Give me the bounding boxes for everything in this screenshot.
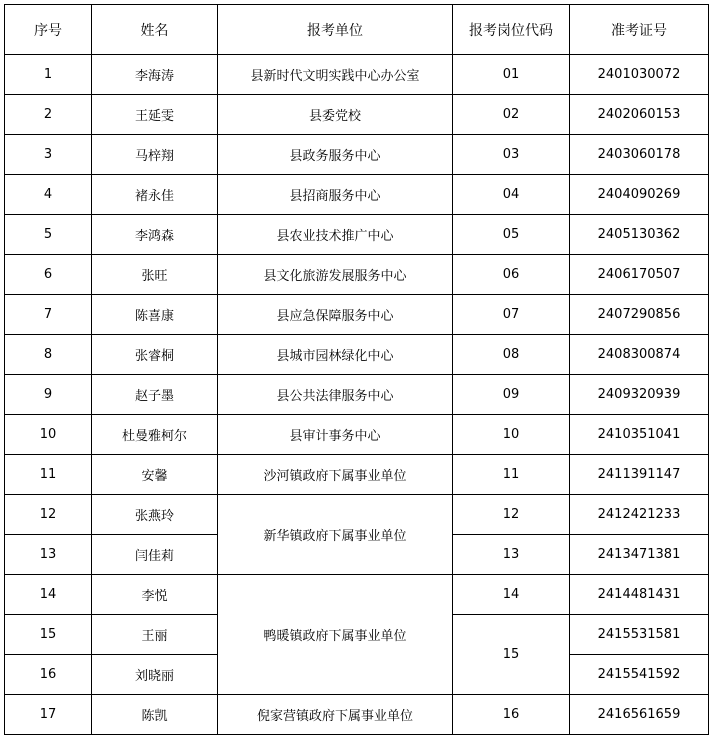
cell-ticket-number: 2401030072 [570, 55, 709, 95]
cell-seq: 9 [5, 375, 92, 415]
cell-ticket-number: 2414481431 [570, 575, 709, 615]
cell-ticket-number: 2403060178 [570, 135, 709, 175]
header-position-code: 报考岗位代码 [453, 5, 570, 55]
cell-ticket-number: 2402060153 [570, 95, 709, 135]
cell-name: 陈喜康 [92, 295, 218, 335]
cell-seq: 13 [5, 535, 92, 575]
cell-unit: 县新时代文明实践中心办公室 [218, 55, 453, 95]
cell-name: 陈凯 [92, 695, 218, 735]
cell-name: 李鸿森 [92, 215, 218, 255]
table-row [5, 415, 709, 455]
cell-unit: 县农业技术推广中心 [218, 215, 453, 255]
cell-unit: 鸭暖镇政府下属事业单位 [218, 575, 453, 695]
cell-name: 张睿桐 [92, 335, 218, 375]
cell-position-code: 11 [453, 455, 570, 495]
cell-seq: 10 [5, 415, 92, 455]
cell-position-code: 07 [453, 295, 570, 335]
cell-position-code: 14 [453, 575, 570, 615]
table-row [5, 455, 709, 495]
cell-seq: 1 [5, 55, 92, 95]
table-row [5, 495, 709, 535]
cell-name: 李海涛 [92, 55, 218, 95]
cell-seq: 12 [5, 495, 92, 535]
cell-position-code: 03 [453, 135, 570, 175]
cell-seq: 3 [5, 135, 92, 175]
cell-name: 张燕玲 [92, 495, 218, 535]
cell-unit: 倪家营镇政府下属事业单位 [218, 695, 453, 735]
cell-position-code: 04 [453, 175, 570, 215]
header-seq: 序号 [5, 5, 92, 55]
cell-ticket-number: 2416561659 [570, 695, 709, 735]
table-row [5, 175, 709, 215]
table-row [5, 55, 709, 95]
cell-name: 闫佳莉 [92, 535, 218, 575]
cell-ticket-number: 2415541592 [570, 655, 709, 695]
table-row [5, 375, 709, 415]
cell-seq: 2 [5, 95, 92, 135]
cell-seq: 11 [5, 455, 92, 495]
header-name: 姓名 [92, 5, 218, 55]
header-row [5, 5, 709, 55]
cell-position-code: 05 [453, 215, 570, 255]
cell-seq: 5 [5, 215, 92, 255]
cell-seq: 4 [5, 175, 92, 215]
cell-position-code: 08 [453, 335, 570, 375]
cell-unit: 新华镇政府下属事业单位 [218, 495, 453, 575]
cell-name: 张旺 [92, 255, 218, 295]
cell-ticket-number: 2406170507 [570, 255, 709, 295]
cell-ticket-number: 2411391147 [570, 455, 709, 495]
cell-ticket-number: 2408300874 [570, 335, 709, 375]
table-row [5, 575, 709, 615]
cell-ticket-number: 2405130362 [570, 215, 709, 255]
cell-position-code: 12 [453, 495, 570, 535]
cell-position-code: 09 [453, 375, 570, 415]
header-ticket-number: 准考证号 [570, 5, 709, 55]
cell-ticket-number: 2415531581 [570, 615, 709, 655]
cell-ticket-number: 2407290856 [570, 295, 709, 335]
cell-position-code: 06 [453, 255, 570, 295]
cell-ticket-number: 2412421233 [570, 495, 709, 535]
cell-unit: 县文化旅游发展服务中心 [218, 255, 453, 295]
cell-unit: 县政务服务中心 [218, 135, 453, 175]
table-row [5, 215, 709, 255]
header-unit: 报考单位 [218, 5, 453, 55]
cell-seq: 16 [5, 655, 92, 695]
cell-ticket-number: 2410351041 [570, 415, 709, 455]
cell-position-code: 16 [453, 695, 570, 735]
cell-unit: 县招商服务中心 [218, 175, 453, 215]
cell-name: 赵子墨 [92, 375, 218, 415]
cell-seq: 14 [5, 575, 92, 615]
cell-name: 刘晓丽 [92, 655, 218, 695]
cell-name: 王丽 [92, 615, 218, 655]
candidate-table [4, 4, 709, 735]
cell-ticket-number: 2409320939 [570, 375, 709, 415]
cell-name: 安馨 [92, 455, 218, 495]
cell-name: 王延雯 [92, 95, 218, 135]
cell-position-code: 13 [453, 535, 570, 575]
cell-seq: 15 [5, 615, 92, 655]
cell-seq: 8 [5, 335, 92, 375]
table-row [5, 255, 709, 295]
cell-name: 马梓翔 [92, 135, 218, 175]
table-row [5, 295, 709, 335]
cell-unit: 县审计事务中心 [218, 415, 453, 455]
cell-position-code: 10 [453, 415, 570, 455]
cell-unit: 县公共法律服务中心 [218, 375, 453, 415]
cell-seq: 6 [5, 255, 92, 295]
cell-unit: 县委党校 [218, 95, 453, 135]
table-row [5, 335, 709, 375]
cell-name: 杜曼雅柯尔 [92, 415, 218, 455]
cell-ticket-number: 2413471381 [570, 535, 709, 575]
cell-seq: 17 [5, 695, 92, 735]
cell-name: 褚永佳 [92, 175, 218, 215]
cell-ticket-number: 2404090269 [570, 175, 709, 215]
cell-name: 李悦 [92, 575, 218, 615]
cell-position-code: 01 [453, 55, 570, 95]
table-row [5, 695, 709, 735]
cell-unit: 沙河镇政府下属事业单位 [218, 455, 453, 495]
cell-seq: 7 [5, 295, 92, 335]
cell-position-code: 15 [453, 615, 570, 695]
table-row [5, 95, 709, 135]
cell-unit: 县应急保障服务中心 [218, 295, 453, 335]
cell-position-code: 02 [453, 95, 570, 135]
cell-unit: 县城市园林绿化中心 [218, 335, 453, 375]
table-row [5, 135, 709, 175]
